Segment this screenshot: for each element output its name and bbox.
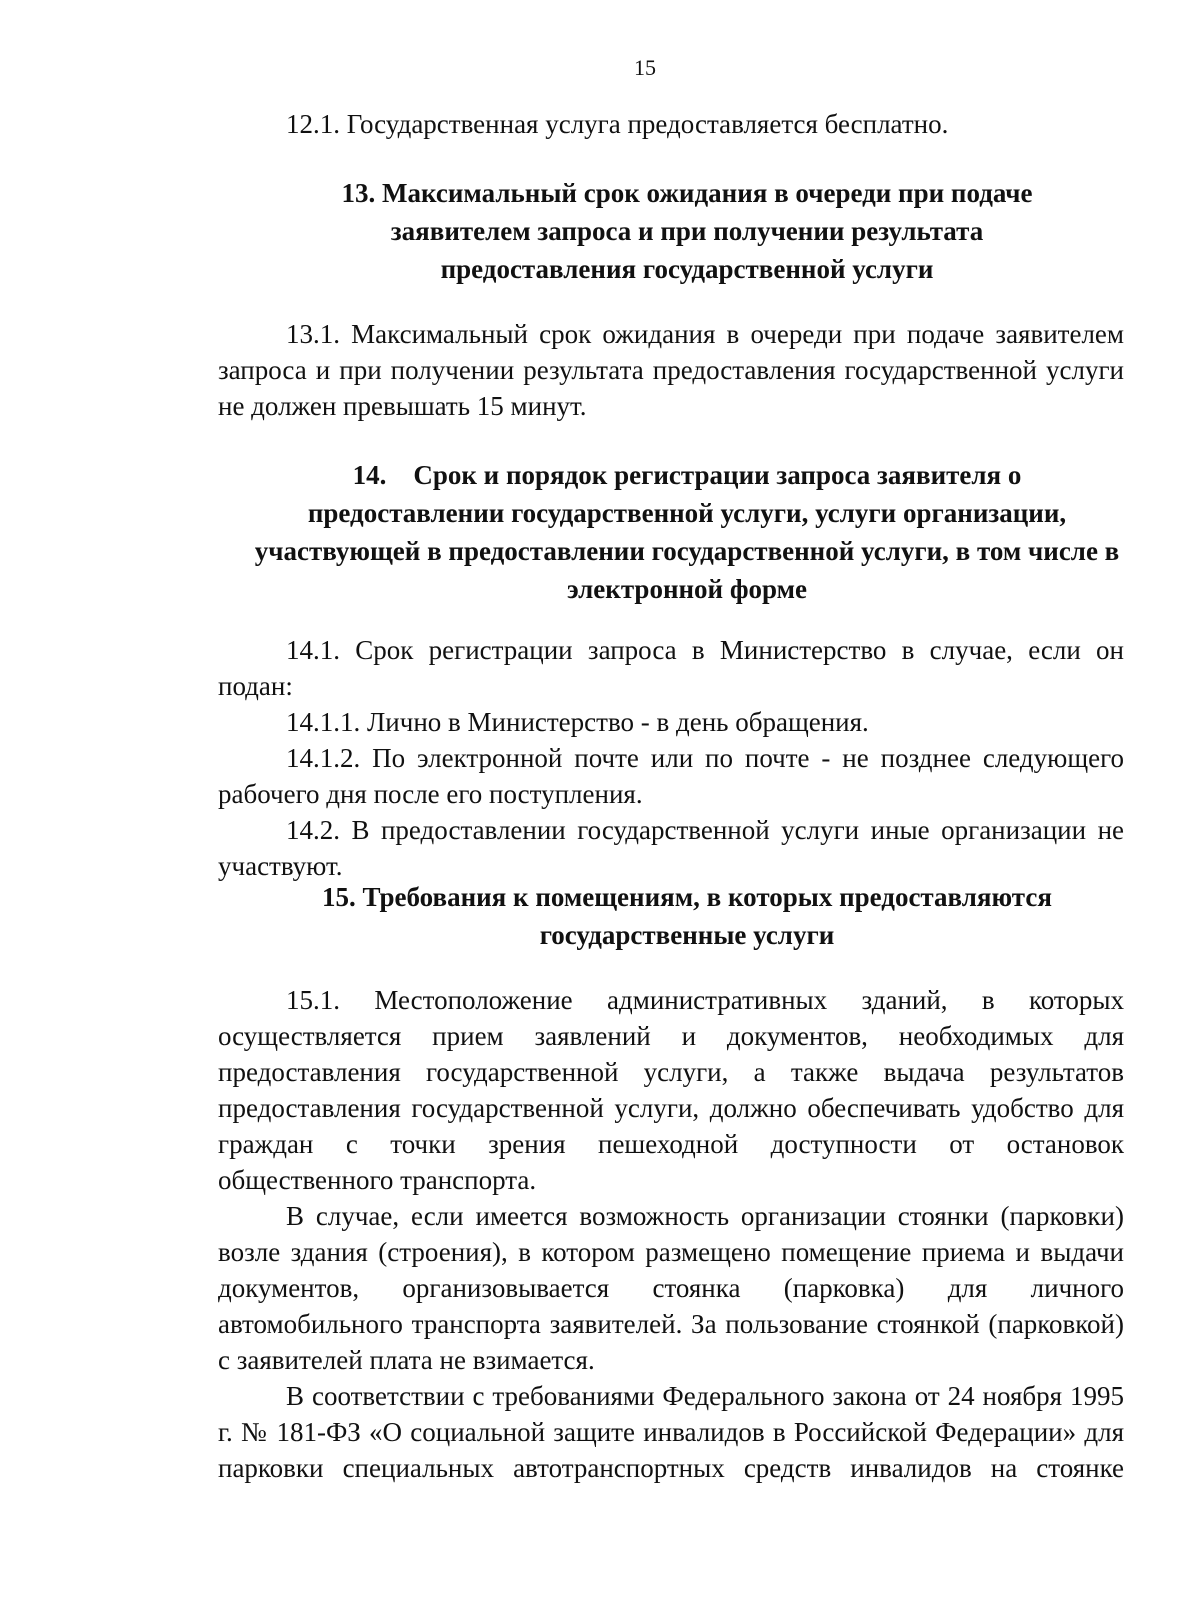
heading-14-line-4: электронной форме	[566, 574, 808, 604]
heading-15-line-1: 15. Требования к помещениям, в которых предоставляются	[322, 882, 1052, 912]
paragraph-15-1: 15.1. Местоположение административных зданий, в которых осуществляется прием заявлений и документов, необходимых для предоставления государственной услуги, а также выдача результатов предоставления государственной услуги, должно обеспечивать удобство для граждан с точки зрения пешеходной доступности от остановок общественного транспорта.	[218, 985, 1124, 1195]
paragraph-15-parking: В случае, если имеется возможность организации стоянки (парковки) возле здания (строения), в котором размещено помещение приема и выдачи документов, организовывается стоянка (парковка) для личного автомобильного транспорта заявителей. За пользование стоянкой (парковкой) с заявителей плата не взимается.	[218, 1201, 1124, 1375]
paragraph-14-1-1: 14.1.1. Лично в Министерство - в день обращения.	[286, 707, 869, 737]
section-13-heading	[218, 174, 1156, 288]
heading-13	[218, 174, 1156, 288]
paragraph-15-law: В соответствии с требованиями Федерального закона от 24 ноября 1995 г. № 181-ФЗ «О социальной защите инвалидов в Российской Федерации» для парковки специальных автотранспортных средств инвалидов на стоянке	[218, 1381, 1124, 1483]
page-number: 15	[634, 55, 656, 80]
section-14-body	[218, 632, 1124, 884]
section-15-heading	[218, 878, 1156, 954]
paragraph-14-2: 14.2. В предоставлении государственной услуги иные организации не участвуют.	[218, 815, 1124, 881]
section-13-body	[218, 316, 1124, 424]
heading-14	[218, 456, 1156, 608]
heading-13-line-3: предоставления государственной услуги	[440, 254, 934, 284]
heading-15	[218, 878, 1156, 954]
paragraph-14-1: 14.1. Срок регистрации запроса в Министерство в случае, если он подан:	[218, 635, 1124, 701]
section-15-body	[218, 982, 1124, 1486]
paragraph-12-1: 12.1. Государственная услуга предоставляется бесплатно.	[286, 109, 949, 139]
heading-13-line-1: 13. Максимальный срок ожидания в очереди при подаче	[341, 178, 1033, 208]
section-12-body	[218, 106, 1124, 142]
heading-13-line-2: заявителем запроса и при получении результата	[390, 216, 984, 246]
heading-14-line-1: 14. Срок и порядок регистрации запроса заявителя о	[352, 460, 1022, 490]
section-14-heading	[218, 456, 1156, 608]
heading-14-line-3: участвующей в предоставлении государственной услуги, в том числе в	[254, 536, 1120, 566]
heading-15-line-2: государственные услуги	[539, 920, 835, 950]
paragraph-13-1: 13.1. Максимальный срок ожидания в очереди при подаче заявителем запроса и при получении результата предоставления государственной услуги не должен превышать 15 минут.	[218, 319, 1124, 421]
paragraph-14-1-2: 14.1.2. По электронной почте или по почте - не позднее следующего рабочего дня после его поступления.	[218, 743, 1124, 809]
heading-14-line-2: предоставлении государственной услуги, услуги организации,	[307, 498, 1067, 528]
